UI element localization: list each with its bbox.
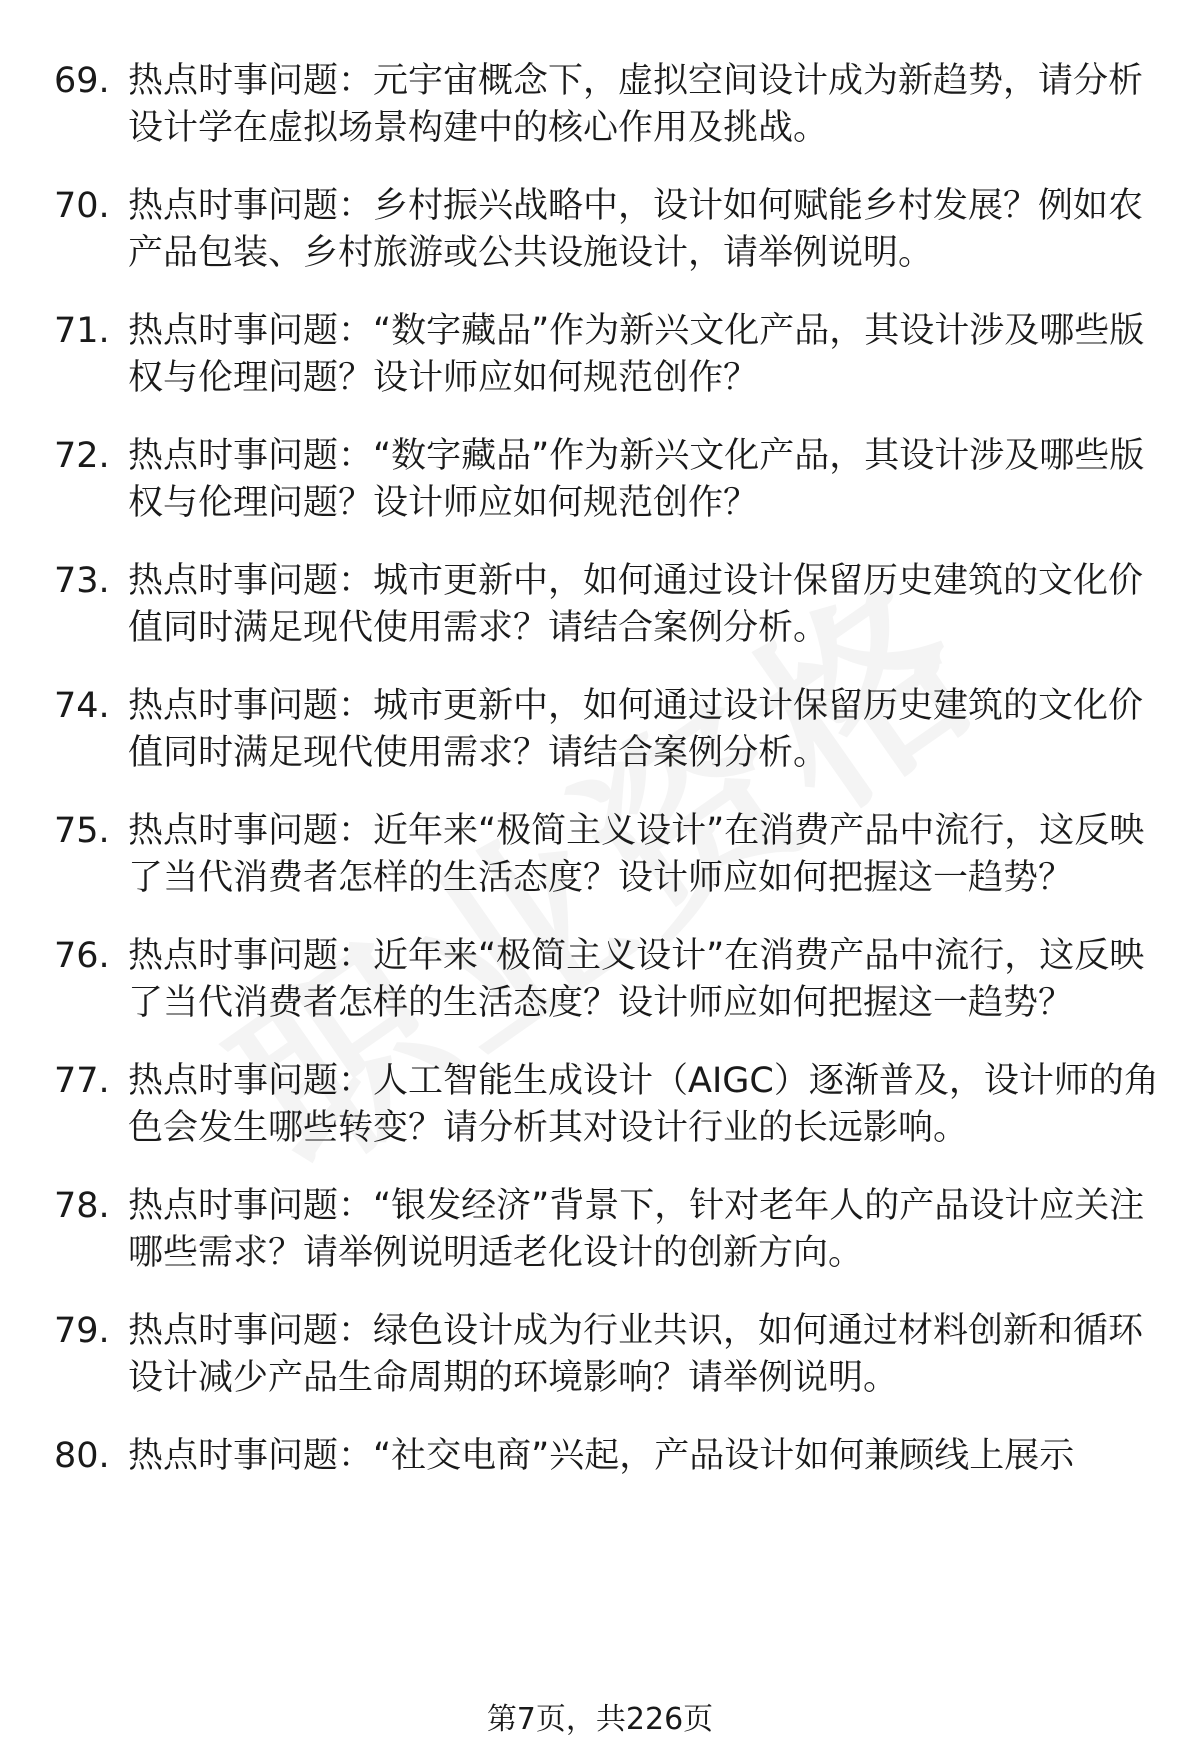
question-text: 热点时事问题：城市更新中，如何通过设计保留历史建筑的文化价值同时满足现代使用需求？请结合案例分析。 (128, 686, 1144, 773)
question-item (54, 1058, 1164, 1152)
question-text: 热点时事问题：近年来“极简主义设计”在消费产品中流行，这反映了当代消费者怎样的生活态度？设计师应如何把握这一趋势？ (128, 936, 1145, 1023)
question-number: 70. (54, 186, 110, 226)
question-item (54, 308, 1164, 402)
question-text: 热点时事问题：“社交电商”兴起，产品设计如何兼顾线上展示 (128, 1436, 1075, 1476)
question-item (54, 1308, 1164, 1402)
question-number: 78. (54, 1186, 110, 1226)
question-number: 72. (54, 436, 110, 476)
question-text: 热点时事问题：城市更新中，如何通过设计保留历史建筑的文化价值同时满足现代使用需求？请结合案例分析。 (128, 561, 1144, 648)
question-item (54, 58, 1164, 152)
question-number: 75. (54, 811, 110, 851)
question-text: 热点时事问题：近年来“极简主义设计”在消费产品中流行，这反映了当代消费者怎样的生活态度？设计师应如何把握这一趋势？ (128, 811, 1145, 898)
question-text: 热点时事问题：人工智能生成设计（AIGC）逐渐普及，设计师的角色会发生哪些转变？请分析其对设计行业的长远影响。 (128, 1061, 1159, 1148)
question-item (54, 933, 1164, 1027)
question-text: 热点时事问题：元宇宙概念下，虚拟空间设计成为新趋势，请分析设计学在虚拟场景构建中的核心作用及挑战。 (128, 61, 1144, 148)
question-item (54, 558, 1164, 652)
question-text: 热点时事问题：绿色设计成为行业共识，如何通过材料创新和循环设计减少产品生命周期的环境影响？请举例说明。 (128, 1311, 1144, 1398)
question-text: 热点时事问题：“数字藏品”作为新兴文化产品，其设计涉及哪些版权与伦理问题？设计师应如何规范创作？ (128, 436, 1145, 523)
question-item (54, 183, 1164, 277)
question-item (54, 433, 1164, 527)
question-number: 71. (54, 311, 110, 351)
question-number: 76. (54, 936, 110, 976)
question-number: 69. (54, 61, 110, 101)
question-text: 热点时事问题：乡村振兴战略中，设计如何赋能乡村发展？例如农产品包装、乡村旅游或公共设施设计，请举例说明。 (128, 186, 1144, 273)
question-list (54, 58, 1164, 1511)
question-number: 73. (54, 561, 110, 601)
question-number: 79. (54, 1311, 110, 1351)
question-item (54, 1183, 1164, 1277)
question-text: 热点时事问题：“数字藏品”作为新兴文化产品，其设计涉及哪些版权与伦理问题？设计师应如何规范创作？ (128, 311, 1145, 398)
page-footer: 第7页，共226页 (486, 1702, 714, 1737)
question-number: 74. (54, 686, 110, 726)
question-text: 热点时事问题：“银发经济”背景下，针对老年人的产品设计应关注哪些需求？请举例说明适老化设计的创新方向。 (128, 1186, 1145, 1273)
question-item (54, 683, 1164, 777)
question-item (54, 1433, 1164, 1480)
question-item (54, 808, 1164, 902)
question-number: 80. (54, 1436, 110, 1476)
question-number: 77. (54, 1061, 110, 1101)
